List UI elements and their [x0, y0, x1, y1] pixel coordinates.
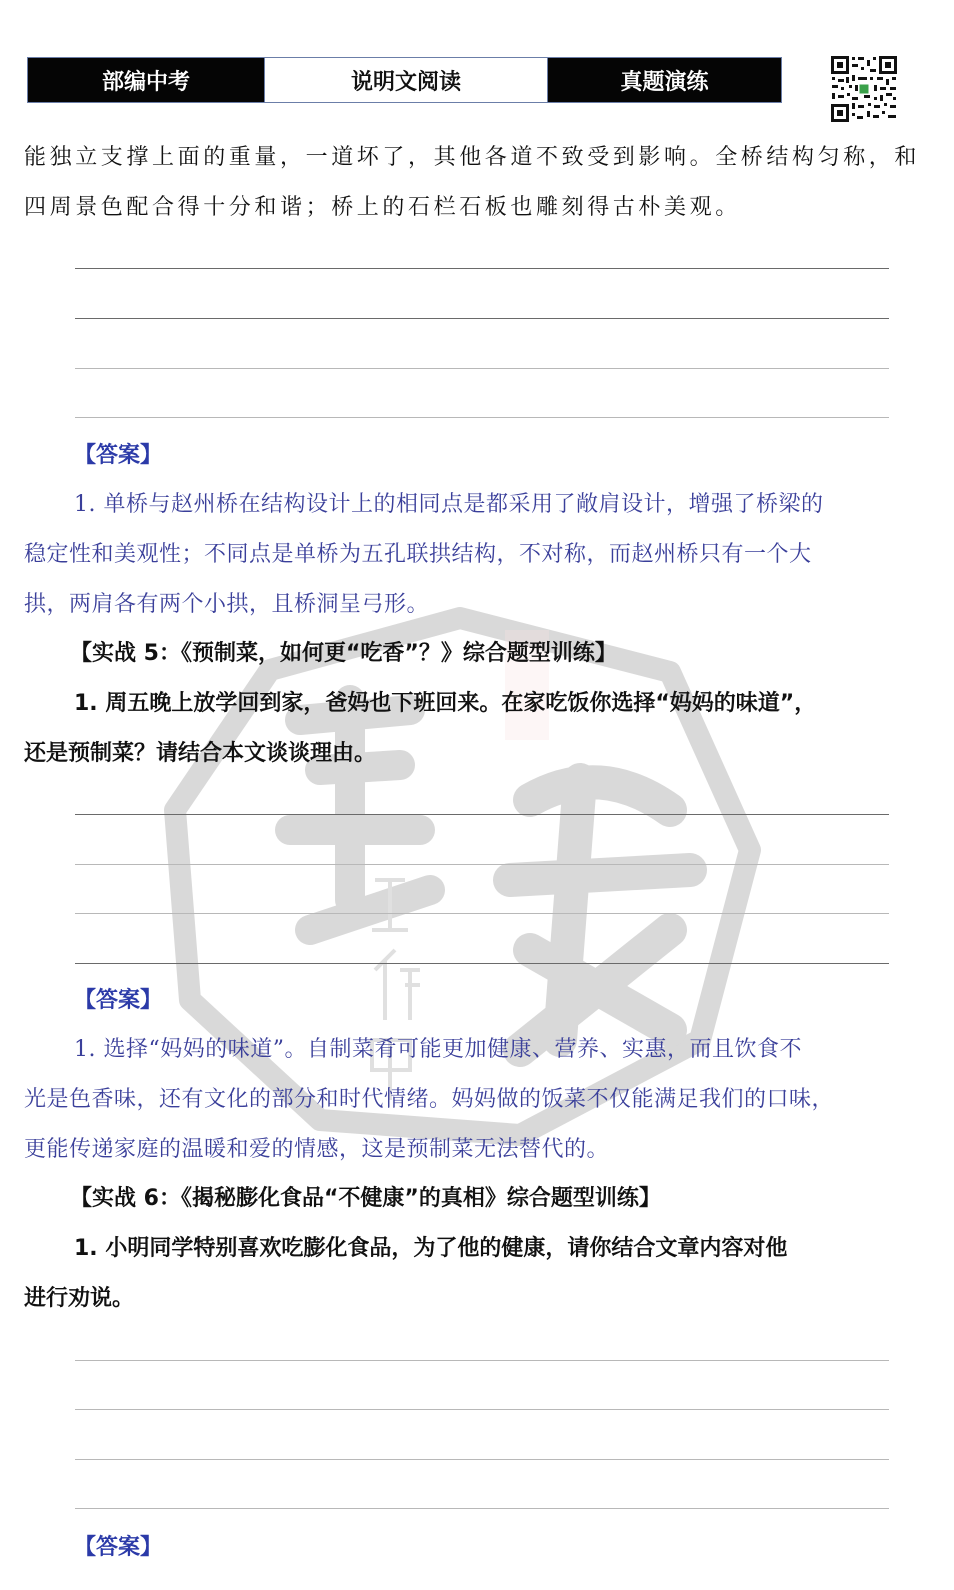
- practice6-title: 【实战 6：《揭秘膨化食品“不健康”的真相》综合题型训练】: [70, 1186, 661, 1211]
- answer-rule-9: [75, 1360, 889, 1361]
- answer-rule-8: [75, 963, 889, 964]
- answer-rule-6: [75, 864, 889, 865]
- answer-rule-2: [75, 318, 889, 319]
- header-grade-label: 部编中考: [28, 58, 264, 102]
- answer-rule-4: [75, 417, 889, 418]
- header-bar: [27, 57, 782, 103]
- answer-rule-7: [75, 913, 889, 914]
- answer2-line-2: 光是色香味，还有文化的部分和时代情绪。妈妈做的饭菜不仅能满足我们的口味，: [24, 1087, 835, 1112]
- practice5-question-line-1: 1. 周五晚上放学回到家，爸妈也下班回来。在家吃饭你选择“妈妈的味道”，: [74, 691, 817, 716]
- header-topic-label: 说明文阅读: [264, 58, 548, 102]
- answer-rule-3: [75, 368, 889, 369]
- answer-rule-11: [75, 1459, 889, 1460]
- answer1-line-2: 稳定性和美观性；不同点是单桥为五孔联拱结构，不对称，而赵州桥只有一个大: [24, 542, 812, 567]
- practice6-question-line-2: 进行劝说。: [24, 1286, 135, 1311]
- practice5-question-line-2: 还是预制菜？请结合本文谈谈理由。: [24, 741, 377, 766]
- answer-label-3: 【答案】: [74, 1534, 163, 1560]
- answer-rule-5: [75, 814, 889, 815]
- answer2-line-1: 1. 选择“妈妈的味道”。自制菜肴可能更加健康、营养、实惠，而且饮食不: [74, 1037, 802, 1062]
- intro-line-1: 能独立支撑上面的重量，一道坏了，其他各道不致受到影响。全桥结构匀称，和: [24, 145, 921, 170]
- practice5-title: 【实战 5：《预制菜，如何更“吃香”？》综合题型训练】: [70, 641, 617, 666]
- answer-rule-1: [75, 268, 889, 269]
- header-section-label: 真题演练: [548, 58, 781, 102]
- answer-rule-12: [75, 1508, 889, 1509]
- intro-line-2: 四周景色配合得十分和谐；桥上的石栏石板也雕刻得古朴美观。: [24, 195, 741, 220]
- answer-label-1: 【答案】: [74, 442, 163, 468]
- answer1-line-1: 1. 单桥与赵州桥在结构设计上的相同点是都采用了敞肩设计，增强了桥梁的: [74, 492, 824, 517]
- answer2-line-3: 更能传递家庭的温暖和爱的情感，这是预制菜无法替代的。: [24, 1137, 610, 1162]
- answer-rule-10: [75, 1409, 889, 1410]
- qr-code-icon: [830, 55, 898, 123]
- answer1-line-3: 拱，两肩各有两个小拱，且桥洞呈弓形。: [24, 592, 430, 617]
- seal-watermark-icon: [150, 600, 770, 1160]
- answer-label-2: 【答案】: [74, 987, 163, 1013]
- practice6-question-line-1: 1. 小明同学特别喜欢吃膨化食品，为了他的健康，请你结合文章内容对他: [74, 1236, 788, 1261]
